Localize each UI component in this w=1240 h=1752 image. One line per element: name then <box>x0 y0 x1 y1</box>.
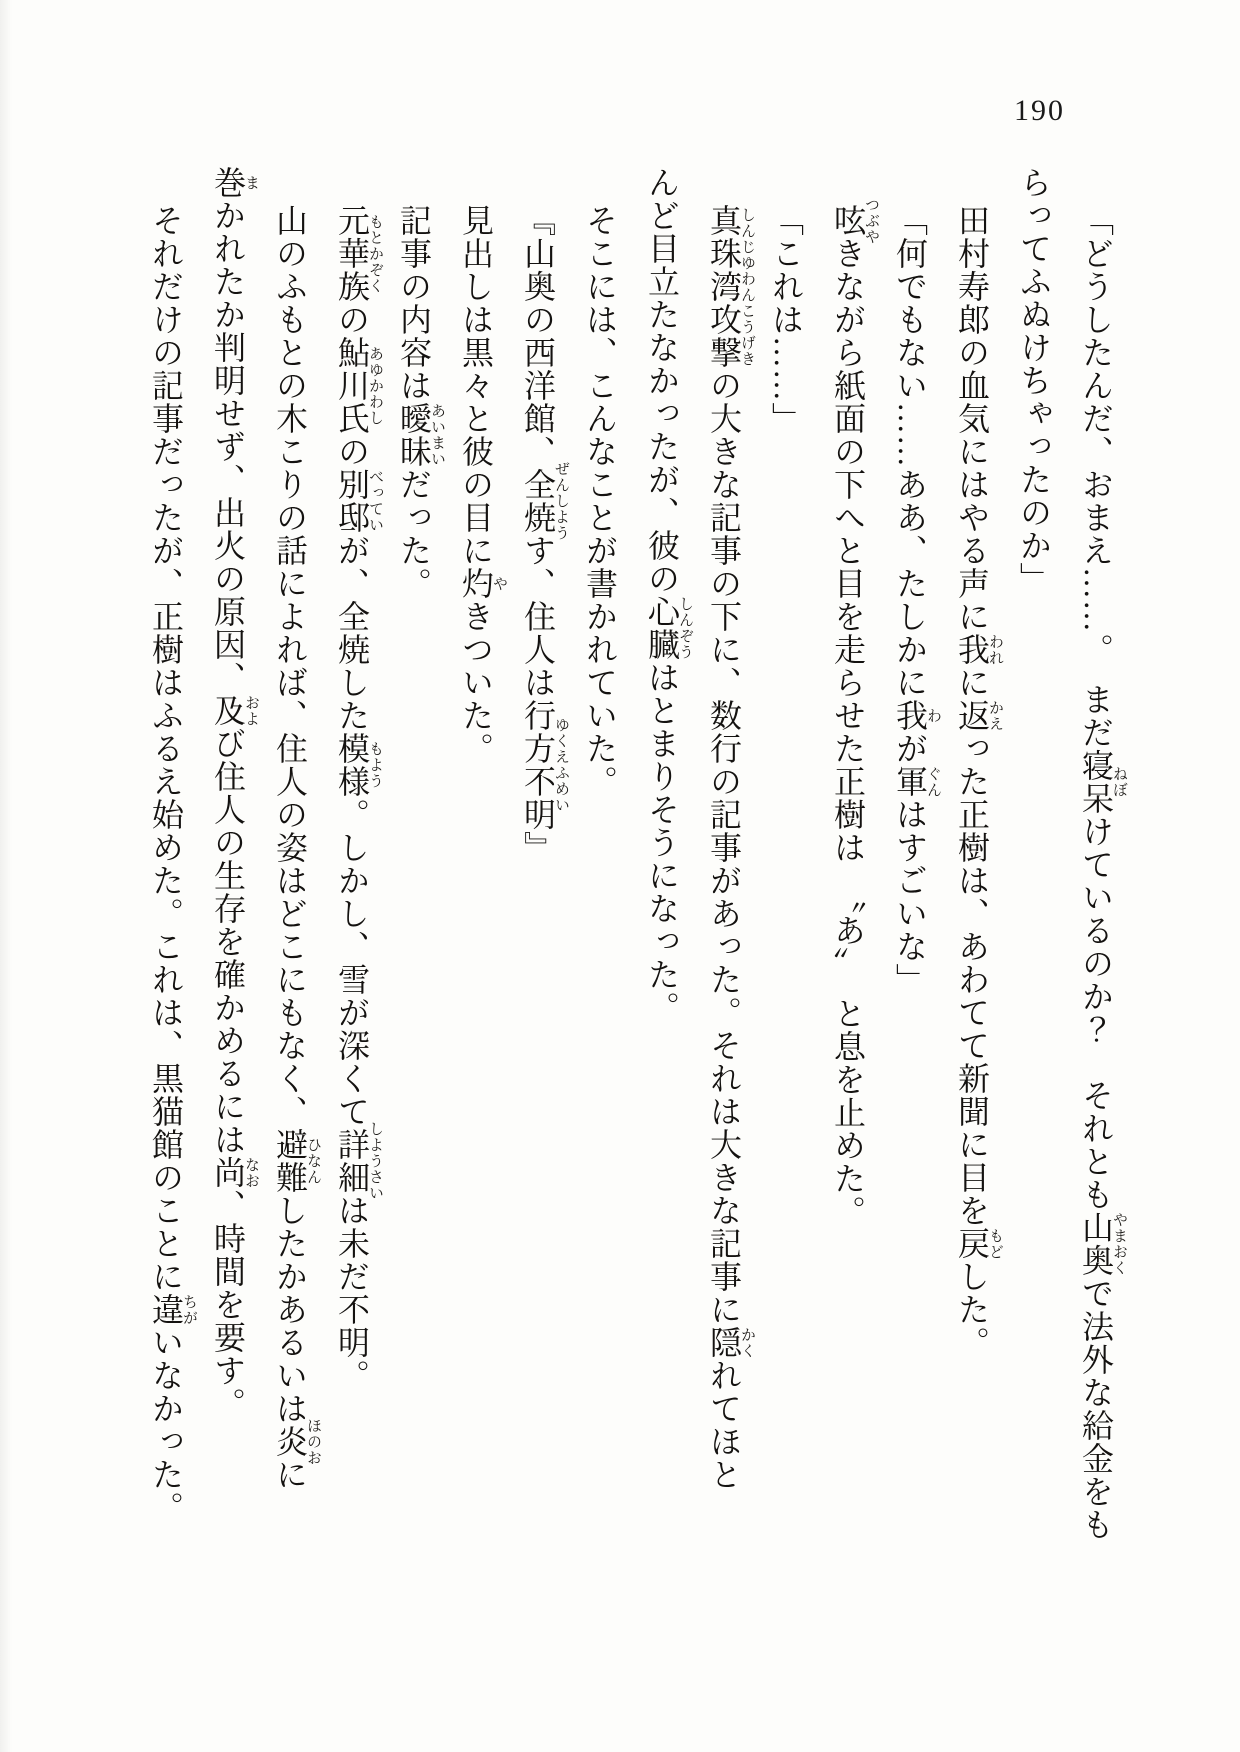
page-number: 190 <box>1014 94 1065 127</box>
paragraph: 呟 つぶや きながら紙面の下へと目を走らせた正樹は 〝あ〞 と息を止めた。 <box>830 196 879 1228</box>
ruby-base: 巻 ま <box>210 166 259 199</box>
ruby-base: 軍 ぐん <box>892 765 941 798</box>
ruby-base: 違 ちが <box>148 1293 197 1326</box>
paragraph: 記事の内容は曖昧 あいまい だった。 <box>396 204 445 600</box>
ruby-text: かく <box>739 1326 755 1359</box>
ruby-base: 模様 もよう <box>334 732 383 798</box>
ruby-base: 真珠湾攻撃 しんじゆわんこうげき <box>706 204 755 369</box>
ruby-base: 炎 ほのお <box>272 1417 321 1466</box>
paragraph: 真珠湾攻撃 しんじゆわんこうげき の大きな記事の下に、数行の記事があった。それは大きな記事に隠 かく れてほとんど目立たなかったが、彼の心臓 しんぞう はとまりそうになった。 <box>644 166 755 1491</box>
ruby-text: ひなん <box>305 1137 321 1185</box>
paragraph: それだけの記事だったが、正樹はふるえ始めた。これは、黒猫館のことに違 ちが いなかった。 <box>148 204 197 1524</box>
ruby-base: 呟 つぶや <box>830 196 879 245</box>
ruby-text: もよう <box>367 741 383 789</box>
ruby-text: あいまい <box>429 403 445 467</box>
ruby-base: 隠 かく <box>706 1326 755 1359</box>
ruby-base: 行方不明 ゆくえふめい <box>520 699 569 831</box>
paragraph: 見出しは黒々と彼の目に灼 や きついた。 <box>458 204 507 765</box>
ruby-text: もど <box>987 1227 1003 1260</box>
ruby-text: べってい <box>367 469 383 533</box>
ruby-text: やまおく <box>1111 1212 1127 1276</box>
paragraph: 「これは……」 <box>768 204 804 435</box>
ruby-text: ねぼ <box>1111 766 1127 798</box>
ruby-base: 灼 や <box>458 567 507 600</box>
ruby-text: ほのお <box>305 1417 321 1466</box>
ruby-text: ま <box>243 174 259 191</box>
ruby-text: しようさい <box>367 1121 383 1201</box>
paragraph: 山のふもとの木こりの話によれば、住人の姿はどこにもなく、避難 ひなん したかあるいは炎 ほのお に巻 ま かれたか判明せず、出火の原因、及 およ び住人の生存を確かめるには尚 なお 、時間を要す。 <box>210 166 321 1491</box>
ruby-text: や <box>491 575 507 592</box>
ruby-base: 曖昧 あいまい <box>396 402 445 468</box>
ruby-base: 元華族 もとかぞく <box>334 204 383 303</box>
page-gutter-shadow <box>0 0 12 1752</box>
ruby-base: 尚 なお <box>210 1156 259 1189</box>
paragraph: 田村寿郎の血気にはやる声に我 われ に返 かえ った正樹は、あわてて新聞に目を戻 もど した。 <box>954 204 1003 1359</box>
ruby-text: もとかぞく <box>367 213 383 294</box>
ruby-base: 我 われ <box>954 633 1003 666</box>
paragraph: 「何でもない……ああ、たしかに我 わ が軍 ぐん はすごいな」 <box>892 204 941 996</box>
ruby-base: 詳細 しようさい <box>334 1121 383 1201</box>
ruby-text: およ <box>243 694 259 727</box>
ruby-text: わ <box>925 707 941 724</box>
ruby-base: 心臓 しんぞう <box>644 595 693 661</box>
ruby-base: 返 かえ <box>954 699 1003 732</box>
paragraph: 『山奥の西洋館、全焼 ぜんしよう す、住人は行方不明 ゆくえふめい 』 <box>520 204 569 864</box>
ruby-text: ゆくえふめい <box>553 717 569 813</box>
ruby-text: しんぞう <box>677 596 693 660</box>
ruby-text: なお <box>243 1156 259 1189</box>
ruby-text: ちが <box>181 1293 197 1326</box>
ruby-text: ぜんしよう <box>553 461 569 541</box>
ruby-base: 避難 ひなん <box>272 1128 321 1194</box>
ruby-base: 戻 もど <box>954 1227 1003 1260</box>
body-text <box>135 166 1127 1541</box>
ruby-text: つぶや <box>863 196 879 245</box>
ruby-base: 寝呆 ねぼ <box>1078 749 1127 815</box>
ruby-base: 山奥 やまおく <box>1078 1211 1127 1277</box>
ruby-base: 鮎川氏 あゆかわし <box>334 336 383 435</box>
ruby-base: 全焼 ぜんしよう <box>520 461 569 541</box>
ruby-text: かえ <box>987 699 1003 732</box>
paragraph: 元華族 もとかぞく の鮎川氏 あゆかわし の別邸 べってい が、全焼した模様 もよう 。しかし、雪が深くて詳細 しようさい は未だ不明。 <box>334 204 383 1392</box>
ruby-text: ぐん <box>925 765 941 798</box>
ruby-base: 我 わ <box>892 699 941 732</box>
paragraph: そこには、こんなことが書かれていた。 <box>582 204 618 798</box>
ruby-text: あゆかわし <box>367 345 383 426</box>
ruby-text: しんじゆわんこうげき <box>739 206 755 367</box>
ruby-base: 及 およ <box>210 694 259 727</box>
ruby-base: 別邸 べってい <box>334 468 383 534</box>
ruby-text: われ <box>987 633 1003 666</box>
paragraph: 「どうしたんだ、おまえ……。 まだ寝呆 ねぼ けているのか？ それとも山奥 やまおく で法外な給金をもらってふぬけちゃったのか」 <box>1016 166 1127 1541</box>
